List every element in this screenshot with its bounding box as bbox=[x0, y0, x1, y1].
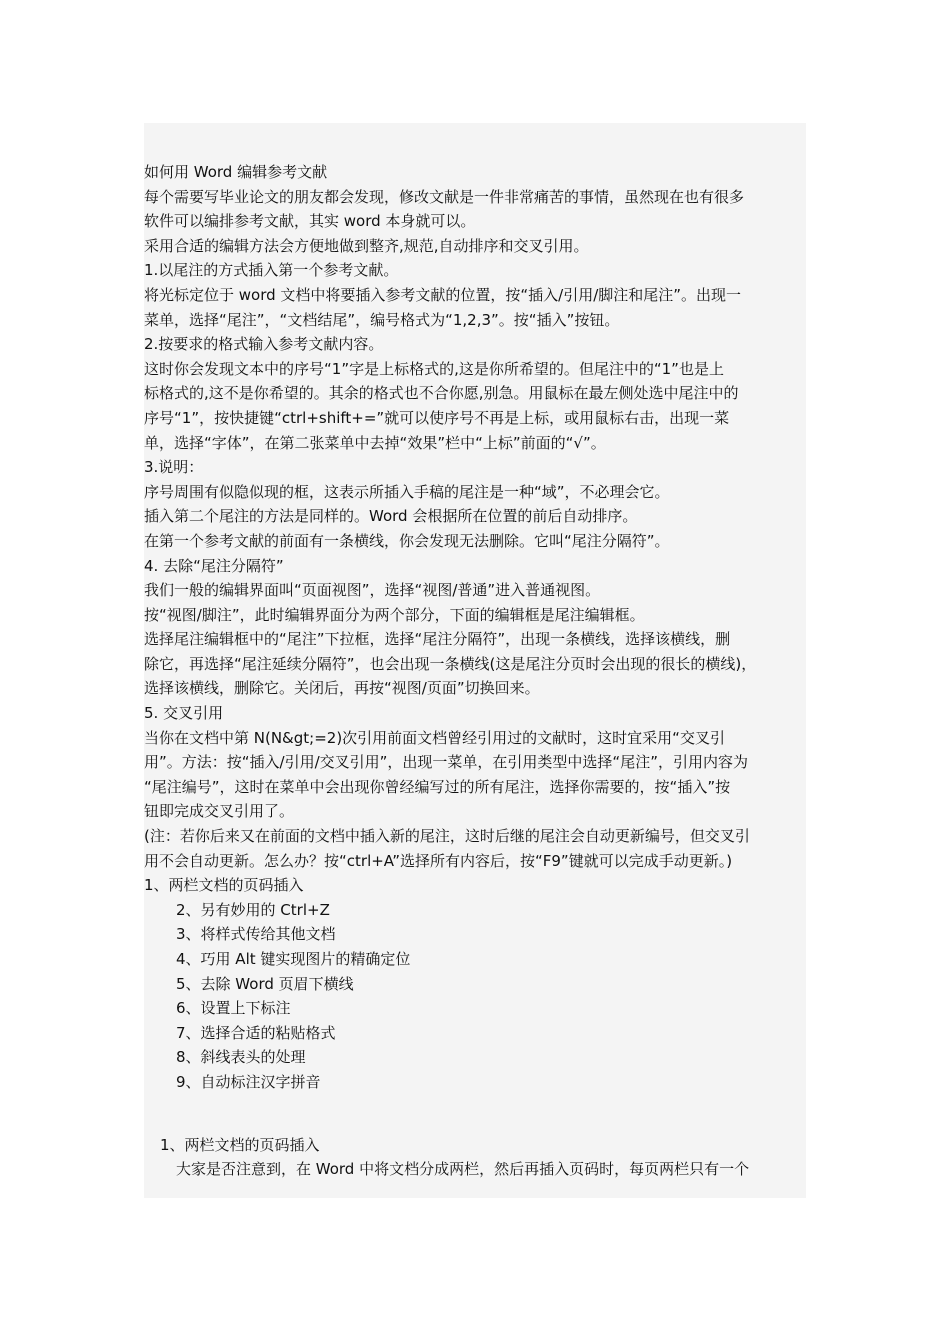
toc-item: 8、斜线表头的处理 bbox=[176, 1048, 306, 1067]
section-paragraph: 大家是否注意到，在 Word 中将文档分成两栏，然后再插入页码时，每页两栏只有一个 bbox=[176, 1160, 750, 1179]
text-line: 采用合适的编辑方法会方便地做到整齐,规范,自动排序和交叉引用。 bbox=[144, 236, 589, 255]
text-line: 将光标定位于 word 文档中将要插入参考文献的位置，按“插入/引用/脚注和尾注”。出现一 bbox=[144, 285, 742, 304]
toc-item: 5、去除 Word 页眉下横线 bbox=[176, 974, 354, 993]
toc-item: 4、巧用 Alt 键实现图片的精确定位 bbox=[176, 950, 411, 968]
text-line: 按“视图/脚注”，此时编辑界面分为两个部分，下面的编辑框是尾注编辑框。 bbox=[144, 605, 645, 624]
text-line: 序号周围有似隐似现的框，这表示所插入手稿的尾注是一种“域”，不必理会它。 bbox=[144, 482, 670, 501]
text-line: 选择尾注编辑框中的“尾注”下拉框，选择“尾注分隔符”，出现一条横线，选择该横线，删 bbox=[144, 630, 731, 649]
step-heading: 2.按要求的格式输入参考文献内容。 bbox=[144, 335, 384, 354]
toc-item: 1、两栏文档的页码插入 bbox=[144, 876, 304, 895]
document-title: 如何用 Word 编辑参考文献 bbox=[144, 163, 328, 181]
text-line: 用不会自动更新。怎么办？按“ctrl+A”选择所有内容后，按“F9”键就可以完成手动更新。) bbox=[144, 851, 733, 870]
toc-item: 2、另有妙用的 Ctrl+Z bbox=[176, 900, 330, 919]
spacer bbox=[144, 1095, 814, 1133]
text-line: 除它，再选择“尾注延续分隔符”，也会出现一条横线(这是尾注分页时会出现的很长的横线)， bbox=[144, 654, 757, 673]
text-line: 单，选择“字体”，在第二张菜单中去掉“效果”栏中“上标”前面的“√”。 bbox=[144, 433, 606, 452]
text-line: 软件可以编排参考文献，其实 word 本身就可以。 bbox=[144, 212, 476, 231]
text-line: 当你在文档中第 N(N&gt;=2)次引用前面文档曾经引用过的文献时，这时宜采用“交叉引 bbox=[144, 728, 725, 747]
step-heading: 1.以尾注的方式插入第一个参考文献。 bbox=[144, 261, 399, 280]
step-heading: 4. 去除“尾注分隔符” bbox=[144, 556, 284, 575]
text-line: 序号“1”，按快捷键“ctrl+shift+=”就可以使序号不再是上标，或用鼠标右击，出现一菜 bbox=[144, 408, 730, 427]
text-line: “尾注编号”，这时在菜单中会出现你曾经编写过的所有尾注，选择你需要的，按“插入”按 bbox=[144, 777, 731, 796]
text-line: 用”。方法：按“插入/引用/交叉引用”，出现一菜单，在引用类型中选择“尾注”，引用内容为 bbox=[144, 753, 748, 772]
text-line: 在第一个参考文献的前面有一条横线，你会发现无法删除。它叫“尾注分隔符”。 bbox=[144, 531, 670, 550]
text-line: 每个需要写毕业论文的朋友都会发现，修改文献是一件非常痛苦的事情，虽然现在也有很多 bbox=[144, 187, 745, 206]
document-body bbox=[144, 160, 814, 1182]
text-line: 这时你会发现文本中的序号“1”字是上标格式的,这是你所希望的。但尾注中的“1”也是上 bbox=[144, 359, 724, 378]
text-line: 标格式的,这不是你希望的。其余的格式也不合你愿,别急。用鼠标在最左侧处选中尾注中的 bbox=[144, 384, 739, 403]
text-line: 菜单，选择“尾注”，“文档结尾”，编号格式为“1,2,3”。按“插入”按钮。 bbox=[144, 310, 620, 329]
step-heading: 3.说明： bbox=[144, 458, 204, 477]
step-heading: 5. 交叉引用 bbox=[144, 704, 224, 723]
text-line: 插入第二个尾注的方法是同样的。Word 会根据所在位置的前后自动排序。 bbox=[144, 507, 638, 526]
toc-item: 9、自动标注汉字拼音 bbox=[176, 1072, 321, 1091]
text-line: 选择该横线，删除它。关闭后，再按“视图/页面”切换回来。 bbox=[144, 679, 540, 698]
toc-item: 7、选择合适的粘贴格式 bbox=[176, 1023, 336, 1042]
text-line: (注：若你后来又在前面的文档中插入新的尾注，这时后继的尾注会自动更新编号，但交叉引 bbox=[144, 827, 750, 846]
toc-item: 3、将样式传给其他文档 bbox=[176, 925, 336, 944]
text-line: 我们一般的编辑界面叫“页面视图”，选择“视图/普通”进入普通视图。 bbox=[144, 581, 601, 600]
section-heading: 1、两栏文档的页码插入 bbox=[160, 1135, 320, 1154]
text-line: 钮即完成交叉引用了。 bbox=[144, 802, 295, 821]
toc-item: 6、设置上下标注 bbox=[176, 999, 291, 1018]
